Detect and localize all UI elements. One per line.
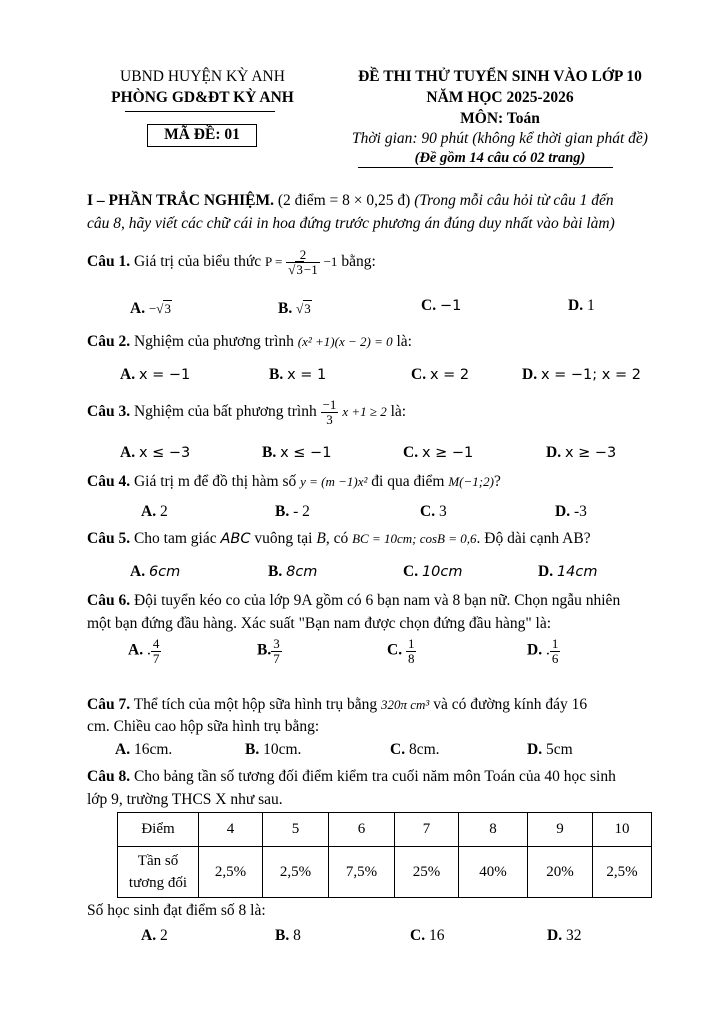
question-7-cont: cm. Chiều cao hộp sữa hình trụ bằng: (87, 718, 320, 735)
frequency-table (117, 812, 652, 898)
q6-option-c: C. $\frac{1}{8}$ (387, 636, 415, 666)
q8-option-b: B. 8 (275, 927, 301, 944)
table-row-label: Tần số tương đối (118, 847, 199, 898)
subject: MÔN: Toán (460, 110, 540, 127)
q3-option-b: B. x ≤ −1 (262, 444, 332, 461)
q5-option-c: C. 10cm (403, 563, 463, 580)
table-cell: 40% (459, 847, 528, 898)
table-cell: 25% (395, 847, 459, 898)
q5-option-a: A. 6cm (130, 563, 181, 580)
table-cell: 5 (263, 813, 329, 847)
question-6: Câu 6. Đội tuyển kéo co của lớp 9A gồm có 6 bạn nam và 8 bạn nữ. Chọn ngẫu nhiên (87, 592, 621, 609)
q1-option-d: D. 1 (568, 297, 595, 314)
question-8: Câu 8. Cho bảng tần số tương đối điểm kiểm tra cuối năm môn Toán của 40 học sinh (87, 768, 616, 785)
table-row (118, 847, 652, 898)
section-instruction: câu 8, hãy viết các chữ cái in hoa đứng trước phương án đúng duy nhất vào bài làm) (87, 215, 615, 232)
question-5: Câu 5. Cho tam giác ABC vuông tại B, có BC = 10cm; cosB = 0,6. Độ dài cạnh AB? (87, 530, 591, 547)
header-left-underline (125, 111, 275, 112)
q2-option-b: B. x = 1 (269, 366, 327, 383)
question-8-prompt: Số học sinh đạt điểm số 8 là: (87, 902, 266, 919)
question-7: Câu 7. Thể tích của một hộp sữa hình trụ bằng 320π cm³ và có đường kính đáy 16 (87, 696, 588, 713)
q2-option-a: A. x = −1 (120, 366, 191, 383)
table-cell: Điểm (118, 813, 199, 847)
q1-option-b: B. √3 (278, 300, 311, 317)
q4-option-c: C. 3 (420, 503, 447, 520)
q1-option-c: C. −1 (421, 297, 462, 314)
q7-option-a: A. 16cm. (115, 741, 173, 758)
table-cell: 4 (199, 813, 263, 847)
table-cell: 6 (329, 813, 395, 847)
q1-fraction: $\frac{2}{√3-1}$ (288, 247, 318, 277)
table-cell: 7 (395, 813, 459, 847)
q4-option-a: A. 2 (141, 503, 168, 520)
q8-option-d: D. 32 (547, 927, 582, 944)
district-name: UBND HUYỆN KỲ ANH (120, 68, 285, 85)
school-year: NĂM HỌC 2025-2026 (426, 89, 574, 106)
section-heading: I – PHẦN TRẮC NGHIỆM. (2 điểm = 8 × 0,25 đ) (Trong mỗi câu hỏi từ câu 1 đến (87, 192, 614, 209)
page-count-note: (Đề gồm 14 câu có 02 trang) (414, 150, 586, 166)
q2-option-c: C. x = 2 (411, 366, 470, 383)
table-cell: 10 (593, 813, 652, 847)
table-cell: 2,5% (263, 847, 329, 898)
question-6-cont: một bạn đứng đầu hàng. Xác suất "Bạn nam được chọn đứng đầu hàng" là: (87, 615, 552, 632)
q3-option-d: D. x ≥ −3 (546, 444, 617, 461)
table-cell: 9 (528, 813, 593, 847)
table-header-row (118, 813, 652, 847)
q5-option-b: B. 8cm (268, 563, 318, 580)
exam-duration: Thời gian: 90 phút (không kể thời gian phát đề) (352, 130, 648, 147)
q6-option-b: B. $\frac{3}{7}$ (257, 636, 280, 666)
q6-option-d: D. . $\frac{1}{6}$ (527, 636, 559, 666)
q1-option-a: A. −√3 (130, 300, 171, 317)
header-right-underline (358, 167, 613, 168)
table-cell: 2,5% (593, 847, 652, 898)
department-name: PHÒNG GD&ĐT KỲ ANH (111, 89, 294, 106)
question-8-cont: lớp 9, trường THCS X như sau. (87, 791, 283, 808)
q7-option-c: C. 8cm. (390, 741, 440, 758)
table-cell: 8 (459, 813, 528, 847)
question-2: Câu 2. Nghiệm của phương trình (x² +1)(x − 2) = 0 là: (87, 333, 412, 350)
q7-option-b: B. 10cm. (245, 741, 302, 758)
q8-option-c: C. 16 (410, 927, 445, 944)
exam-code: MÃ ĐỀ: 01 (164, 126, 240, 143)
q8-option-a: A. 2 (141, 927, 168, 944)
question-3: Câu 3. Nghiệm của bất phương trình $\frac{-1}{3}$ x +1 ≥ 2 là: (87, 397, 407, 427)
q7-option-d: D. 5cm (527, 741, 573, 758)
q5-option-d: D. 14cm (538, 563, 598, 580)
question-1: Câu 1. Giá trị của biểu thức P = $\frac{2}{√3-1}$ −1 bằng: (87, 247, 376, 277)
q6-option-a: A. . $\frac{4}{7}$ (128, 636, 160, 666)
exam-title: ĐỀ THI THỬ TUYỂN SINH VÀO LỚP 10 (358, 68, 642, 85)
q3-option-c: C. x ≥ −1 (403, 444, 474, 461)
q3-option-a: A. x ≤ −3 (120, 444, 191, 461)
table-cell: 7,5% (329, 847, 395, 898)
q3-fraction: $\frac{-1}{3}$ (322, 397, 337, 427)
table-cell: 20% (528, 847, 593, 898)
question-4: Câu 4. Giá trị m để đồ thị hàm số y = (m −1)x² đi qua điểm M(−1;2)? (87, 473, 501, 490)
q4-option-b: B. - 2 (275, 503, 310, 520)
table-cell: 2,5% (199, 847, 263, 898)
q4-option-d: D. -3 (555, 503, 587, 520)
q2-option-d: D. x = −1; x = 2 (522, 366, 641, 383)
